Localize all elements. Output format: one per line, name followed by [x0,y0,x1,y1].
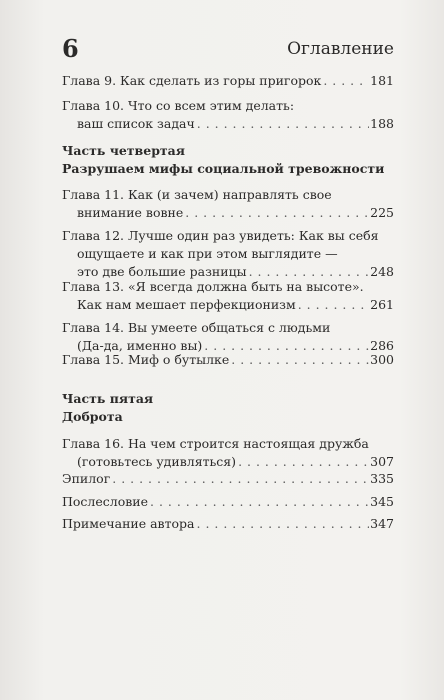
toc-entry-afterword [62,494,394,510]
part-label: Часть четвертая [62,143,186,158]
dot-leader [197,516,370,532]
toc-entry-text: Глава 16. На чем строится настоящая дружба [62,436,369,451]
toc-entry-chapter-14 [62,320,394,354]
toc-entry-text: Глава 10. Что со всем этим делать: [62,98,295,113]
toc-page-number: 347 [370,516,394,531]
toc-page-number: 300 [370,352,394,367]
toc-entry-text: Глава 15. Миф о бутылке [62,352,230,367]
toc-entry-text: Глава 11. Как (и зачем) направлять свое [62,187,332,202]
dot-leader [238,454,369,470]
toc-entry-text: Глава 9. Как сделать из горы пригорок [62,73,322,88]
toc-entry-text: это две большие разницы [77,264,247,279]
toc-entry-author-note [62,516,394,532]
toc-entry-chapter-11 [62,187,394,221]
dot-leader [185,205,369,221]
toc-entry-text: ваш список задач [77,116,195,131]
section-title: Оглавление [287,39,394,59]
toc-page-number: 307 [370,454,394,469]
part-title: Доброта [62,409,123,424]
toc-entry-text: Как нам мешает перфекционизм [77,297,296,312]
toc-entry-text: (Да-да, именно вы) [77,338,203,353]
toc-entry-text: Глава 13. «Я всегда должна быть на высоте». [62,279,364,294]
toc-entry-text: Глава 14. Вы умеете общаться с людьми [62,320,331,335]
toc-entry-chapter-10 [62,98,394,132]
page-number: 6 [62,34,79,63]
toc-entry-epilogue [62,471,394,487]
dot-leader [298,297,369,313]
toc-entry-chapter-12 [62,228,394,280]
page-header [62,36,394,66]
toc-entry-text: Глава 12. Лучше один раз увидеть: Как вы себя [62,228,379,243]
dot-leader [231,352,369,368]
toc-entry-text: (готовьтесь удивляться) [77,454,237,469]
toc-entry-text: Послесловие [62,494,148,509]
toc-page-number: 345 [370,494,394,509]
part-title: Разрушаем мифы социальной тревожности [62,161,385,176]
toc-page-number: 261 [370,297,394,312]
dot-leader [323,73,369,89]
toc-entry-text: Эпилог [62,471,111,486]
toc-page-number: 225 [370,205,394,220]
toc-entry-chapter-15 [62,352,394,368]
toc-entry-chapter-9 [62,73,394,89]
toc-page-number: 181 [370,73,394,88]
toc-page-number: 335 [370,471,394,486]
dot-leader [249,264,370,280]
dot-leader [197,116,369,132]
toc-page-number: 286 [370,338,394,353]
toc-page-number: 248 [370,264,394,279]
toc-entry-text: внимание вовне [77,205,184,220]
toc-entry-text: Примечание автора [62,516,195,531]
toc-entry-chapter-16 [62,436,394,470]
dot-leader [112,471,369,487]
toc-entry-text: ощущаете и как при этом выглядите — [77,246,338,261]
dot-leader [150,494,369,510]
part-label: Часть пятая [62,391,154,406]
toc-entry-chapter-13 [62,279,394,313]
toc-page-number: 188 [370,116,394,131]
